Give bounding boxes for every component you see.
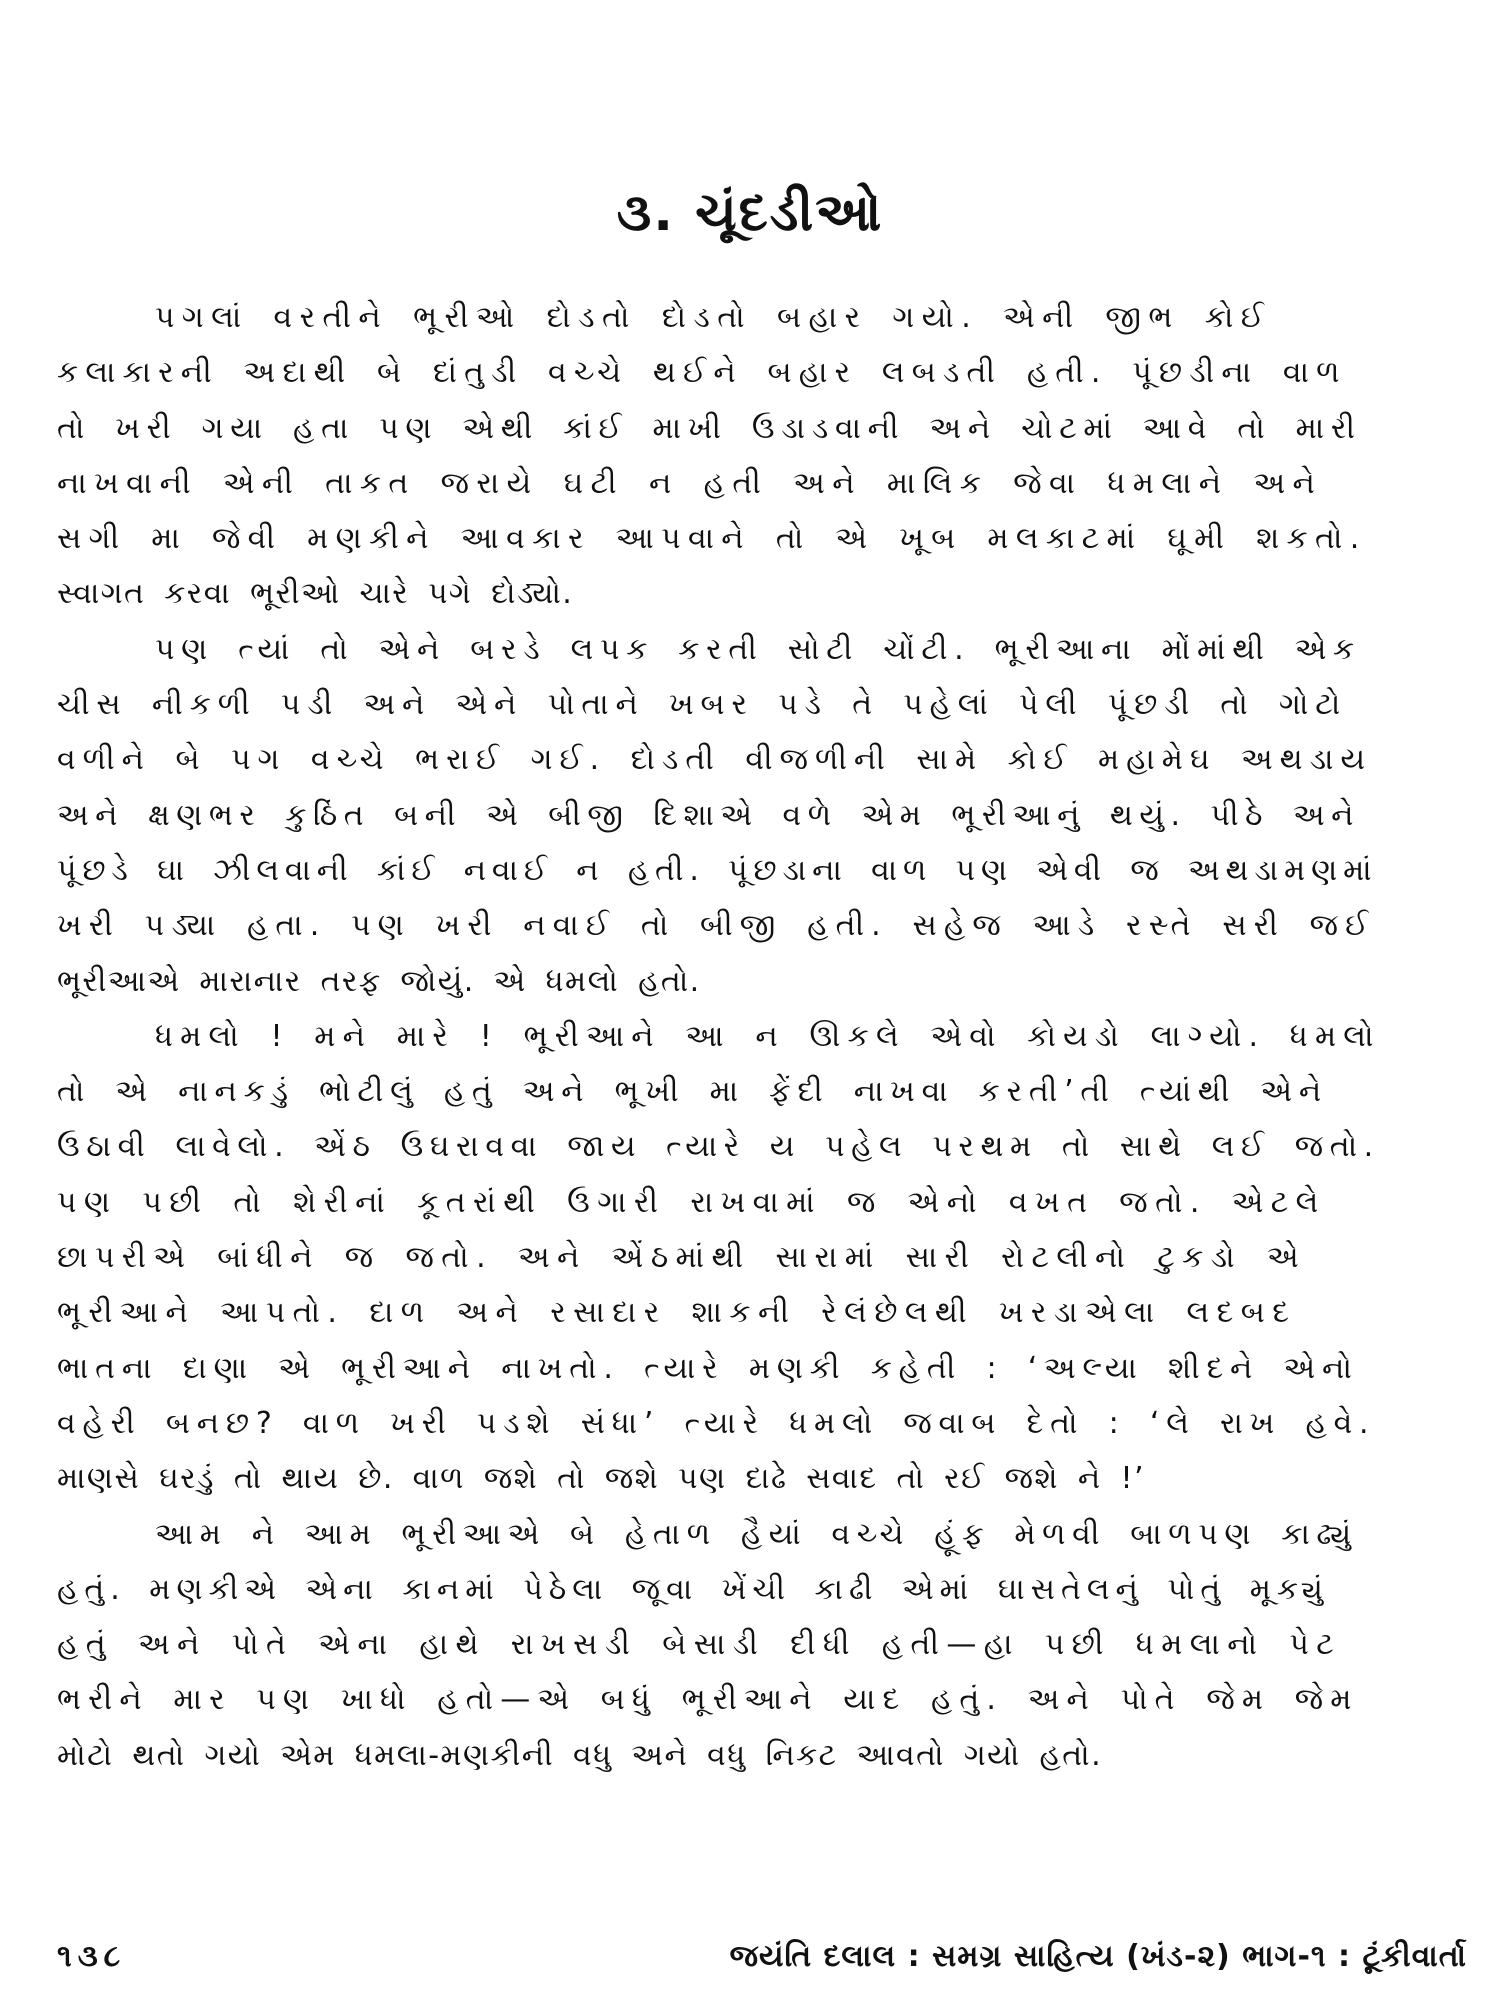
- text-line: સગી મા જેવી મણકીને આવકાર આપવાને તો એ ખૂબ મલકાટમાં ઘૂમી શકતો.: [57, 521, 1367, 557]
- text-line: તો ખરી ગયા હતા પણ એથી કાંઈ માખી ઉડાડવાની અને ચોટમાં આવે તો મારી: [57, 410, 1362, 446]
- story-text: [57, 290, 1467, 1783]
- page-footer: [57, 1932, 1467, 1982]
- text-line: ચીસ નીકળી પડી અને એને પોતાને ખબર પડે તે પહેલાં પેલી પૂંછડી તો ગોટો: [57, 687, 1348, 723]
- text-line: તો એ નાનકડું ભોટીલું હતું અને ભૂખી મા ફેંદી નાખવા કરતી’તી ત્યાંથી એને: [57, 1074, 1328, 1110]
- text-line: ભાતના દાણા એ ભૂરીઆને નાખતો. ત્યારે મણકી કહેતી : ‘અલ્યા શીદને એનો: [57, 1350, 1359, 1386]
- text-line: વળીને બે પગ વચ્ચે ભરાઈ ગઈ. દોડતી વીજળીની સામે કોઈ મહામેઘ અથડાય: [57, 742, 1373, 778]
- text-line: હતું. મણકીએ એના કાનમાં પેઠેલા જૂવા ખેંચી કાઢી એમાં ઘાસતેલનું પોતું મૂક્યું: [57, 1571, 1329, 1607]
- text-line: વહેરી બનછ? વાળ ખરી પડશે સંધા’ ત્યારે ધમલો જવાબ દેતો : ‘લે રાખ હવે.: [57, 1405, 1376, 1441]
- text-line: કલાકારની અદાથી બે દાંતુડી વચ્ચે થઈને બહાર લબડતી હતી. પૂંછડીના વાળ: [57, 355, 1347, 391]
- book-source: જયંતિ દલાલ : સમગ્ર સાહિત્ય (ખંડ-૨) ભાગ-૧ : ટૂંકીવાર્તા: [729, 1939, 1467, 1974]
- text-line: ખરી પડ્યા હતા. પણ ખરી નવાઈ તો બીજી હતી. સહેજ આડે રસ્તે સરી જઈ: [57, 908, 1376, 944]
- chapter-title: ૩. ચૂંદડીઓ: [616, 183, 884, 243]
- text-line: આમ ને આમ ભૂરીઆએ બે હેતાળ હૈયાં વચ્ચે હૂંફ મેળવી બાળપણ કાઢ્યું: [155, 1516, 1358, 1552]
- text-line: ભૂરીઆને આપતો. દાળ અને રસાદાર શાકની રેલંછેલથી ખરડાએલા લદબદ: [57, 1295, 1297, 1331]
- text-line: છાપરીએ બાંધીને જ જતો. અને એંઠમાંથી સારામાં સારી રોટલીનો ટુકડો એ: [57, 1240, 1307, 1276]
- text-line: ભરીને માર પણ ખાધો હતો—એ બધું ભૂરીઆને યાદ હતું. અને પોતે જેમ જેમ: [57, 1682, 1359, 1718]
- text-line: પણ ત્યાં તો એને બરડે લપક કરતી સોટી ચોંટી. ભૂરીઆના મોંમાંથી એક: [155, 631, 1361, 667]
- text-line: ઉઠાવી લાવેલો. એંઠ ઉઘરાવવા જાય ત્યારે ય પહેલ પરથમ તો સાથે લઈ જતો.: [57, 1129, 1380, 1165]
- text-line: મોટો થતો ગયો એમ ધમલા-મણકીની વધુ અને વધુ નિકટ આવતો ગયો હતો.: [57, 1737, 1103, 1773]
- text-line: અને ક્ષણભર કુઠિંત બની એ બીજી દિશાએ વળે એમ ભૂરીઆનું થયું. પીઠે અને: [57, 797, 1360, 833]
- text-line: હતું અને પોતે એના હાથે રાખસડી બેસાડી દીધી હતી—હા પછી ધમલાનો પેટ: [57, 1627, 1342, 1663]
- text-line: સ્વાગત કરવા ભૂરીઓ ચારે પગે દોડ્યો.: [57, 576, 574, 612]
- text-line: ધમલો ! મને મારે ! ભૂરીઆને આ ન ઊકલે એવો કોયડો લાગ્યો. ધમલો: [155, 1018, 1381, 1054]
- text-line: માણસે ઘરડું તો થાય છે. વાળ જશે તો જશે પણ દાઢે સવાદ તો રઈ જશે ને !’: [57, 1461, 1145, 1497]
- text-line: પગલાં વરતીને ભૂરીઓ દોડતો દોડતો બહાર ગયો. એની જીભ કોઈ: [155, 300, 1272, 335]
- text-line: નાખવાની એની તાકત જરાયે ઘટી ન હતી અને માલિક જેવા ધમલાને અને: [57, 465, 1323, 501]
- text-line: ભૂરીઆએ મારાનાર તરફ જોયું. એ ધમલો હતો.: [57, 963, 701, 999]
- page-number: ૧૩૮: [57, 1939, 127, 1974]
- text-line: પણ પછી તો શેરીનાં કૂતરાંથી ઉગારી રાખવામાં જ એનો વખત જતો. એટલે: [57, 1184, 1326, 1220]
- text-line: પૂંછડે ઘા ઝીલવાની કાંઈ નવાઈ ન હતી. પૂંછડાના વાળ પણ એવી જ અથડામણમાં: [57, 852, 1378, 888]
